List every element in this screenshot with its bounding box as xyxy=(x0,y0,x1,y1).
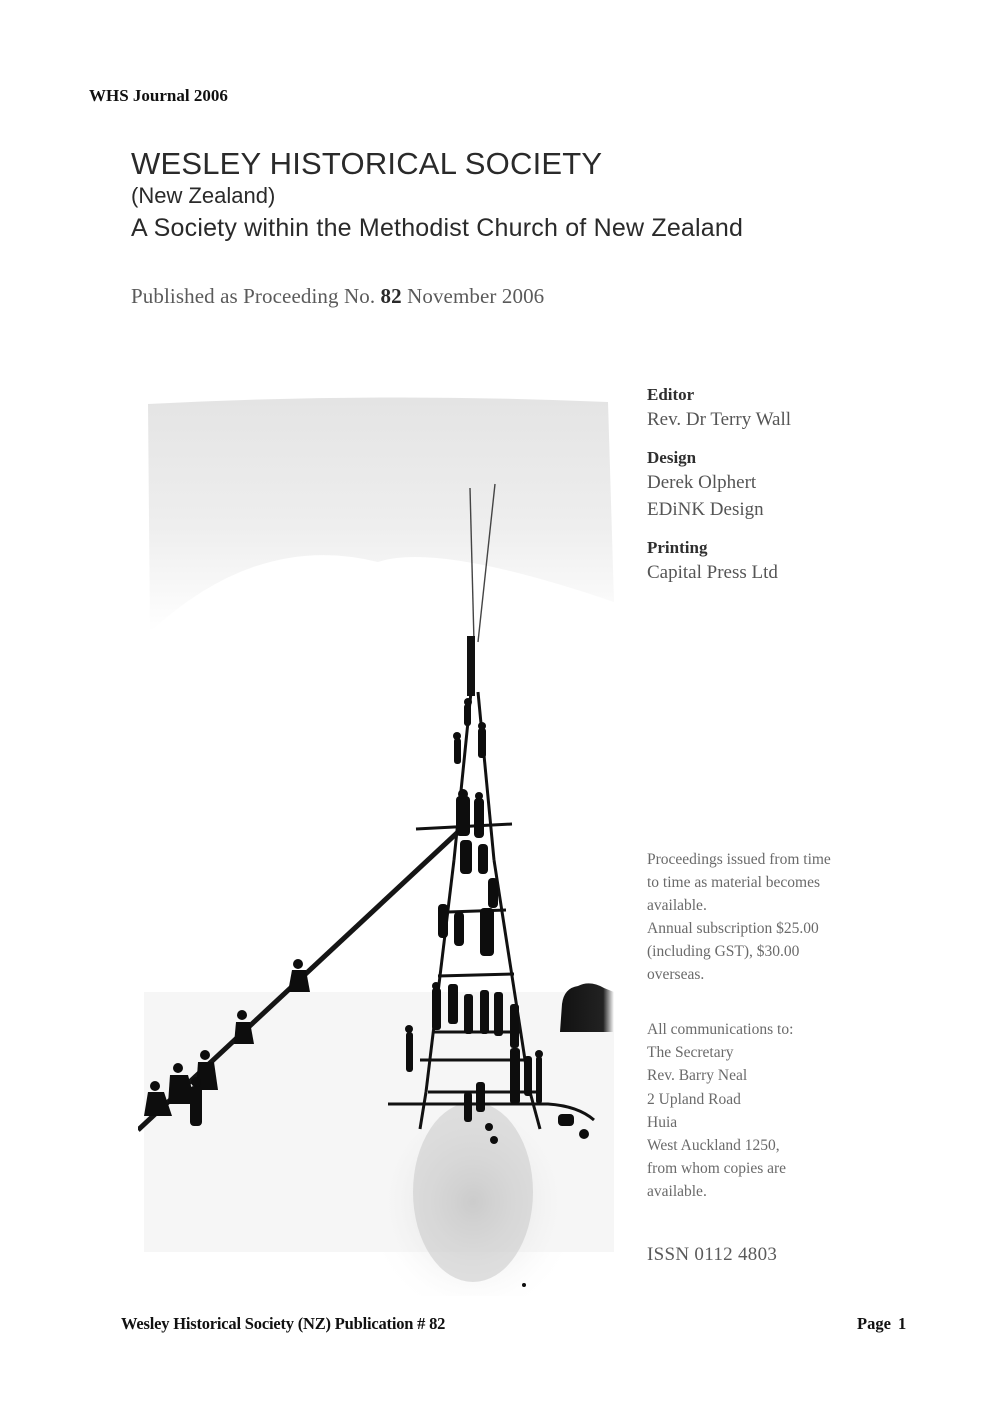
issn-number: ISSN 0112 4803 xyxy=(647,1244,778,1265)
proceeding-number: 82 xyxy=(380,284,402,308)
credit-value: Derek Olphert xyxy=(647,472,757,493)
credit-editor xyxy=(647,384,791,433)
footer-publication: Wesley Historical Society (NZ) Publication # 82 xyxy=(121,1314,446,1333)
contact-line: The Secretary xyxy=(647,1044,734,1062)
title-block xyxy=(131,146,743,245)
contact-line: available. xyxy=(647,1183,707,1201)
cover-photograph xyxy=(138,392,618,1296)
credit-printing xyxy=(647,537,791,586)
credit-label: Design xyxy=(647,448,697,467)
contact-line: All communications to: xyxy=(647,1021,794,1038)
pole-tower-photo-illustration xyxy=(138,392,618,1296)
publication-prefix: Published as Proceeding No. xyxy=(131,284,376,308)
publication-date: November 2006 xyxy=(407,284,545,308)
contact-address xyxy=(647,1018,793,1204)
credit-value: EDiNK Design xyxy=(647,499,764,520)
credit-design xyxy=(647,447,791,523)
publication-line xyxy=(131,284,544,309)
contact-line: Huia xyxy=(647,1113,678,1131)
society-title: WESLEY HISTORICAL SOCIETY xyxy=(131,146,603,181)
contact-line: from whom copies are xyxy=(647,1160,787,1178)
credit-label: Editor xyxy=(647,385,695,404)
credit-value: Rev. Dr Terry Wall xyxy=(647,409,792,430)
credit-value: Capital Press Ltd xyxy=(647,562,778,583)
contact-line: Rev. Barry Neal xyxy=(647,1067,748,1085)
credits-column xyxy=(647,384,791,600)
footer-page-number: Page 1 xyxy=(857,1314,907,1333)
contact-line: West Auckland 1250, xyxy=(647,1137,780,1155)
notes-line: Proceedings issued from time xyxy=(647,851,831,868)
subscription-notes xyxy=(647,848,831,986)
notes-line: (including GST), $30.00 xyxy=(647,943,800,960)
notes-line: overseas. xyxy=(647,966,705,983)
contact-line: 2 Upland Road xyxy=(647,1090,741,1108)
notes-line: available. xyxy=(647,897,707,914)
society-tagline: A Society within the Methodist Church of New Zealand xyxy=(131,214,744,242)
credit-label: Printing xyxy=(647,538,708,557)
society-subtitle: (New Zealand) xyxy=(131,183,276,208)
notes-line: to time as material becomes xyxy=(647,874,821,891)
running-head: WHS Journal 2006 xyxy=(89,86,228,105)
notes-line: Annual subscription $25.00 xyxy=(647,920,819,937)
